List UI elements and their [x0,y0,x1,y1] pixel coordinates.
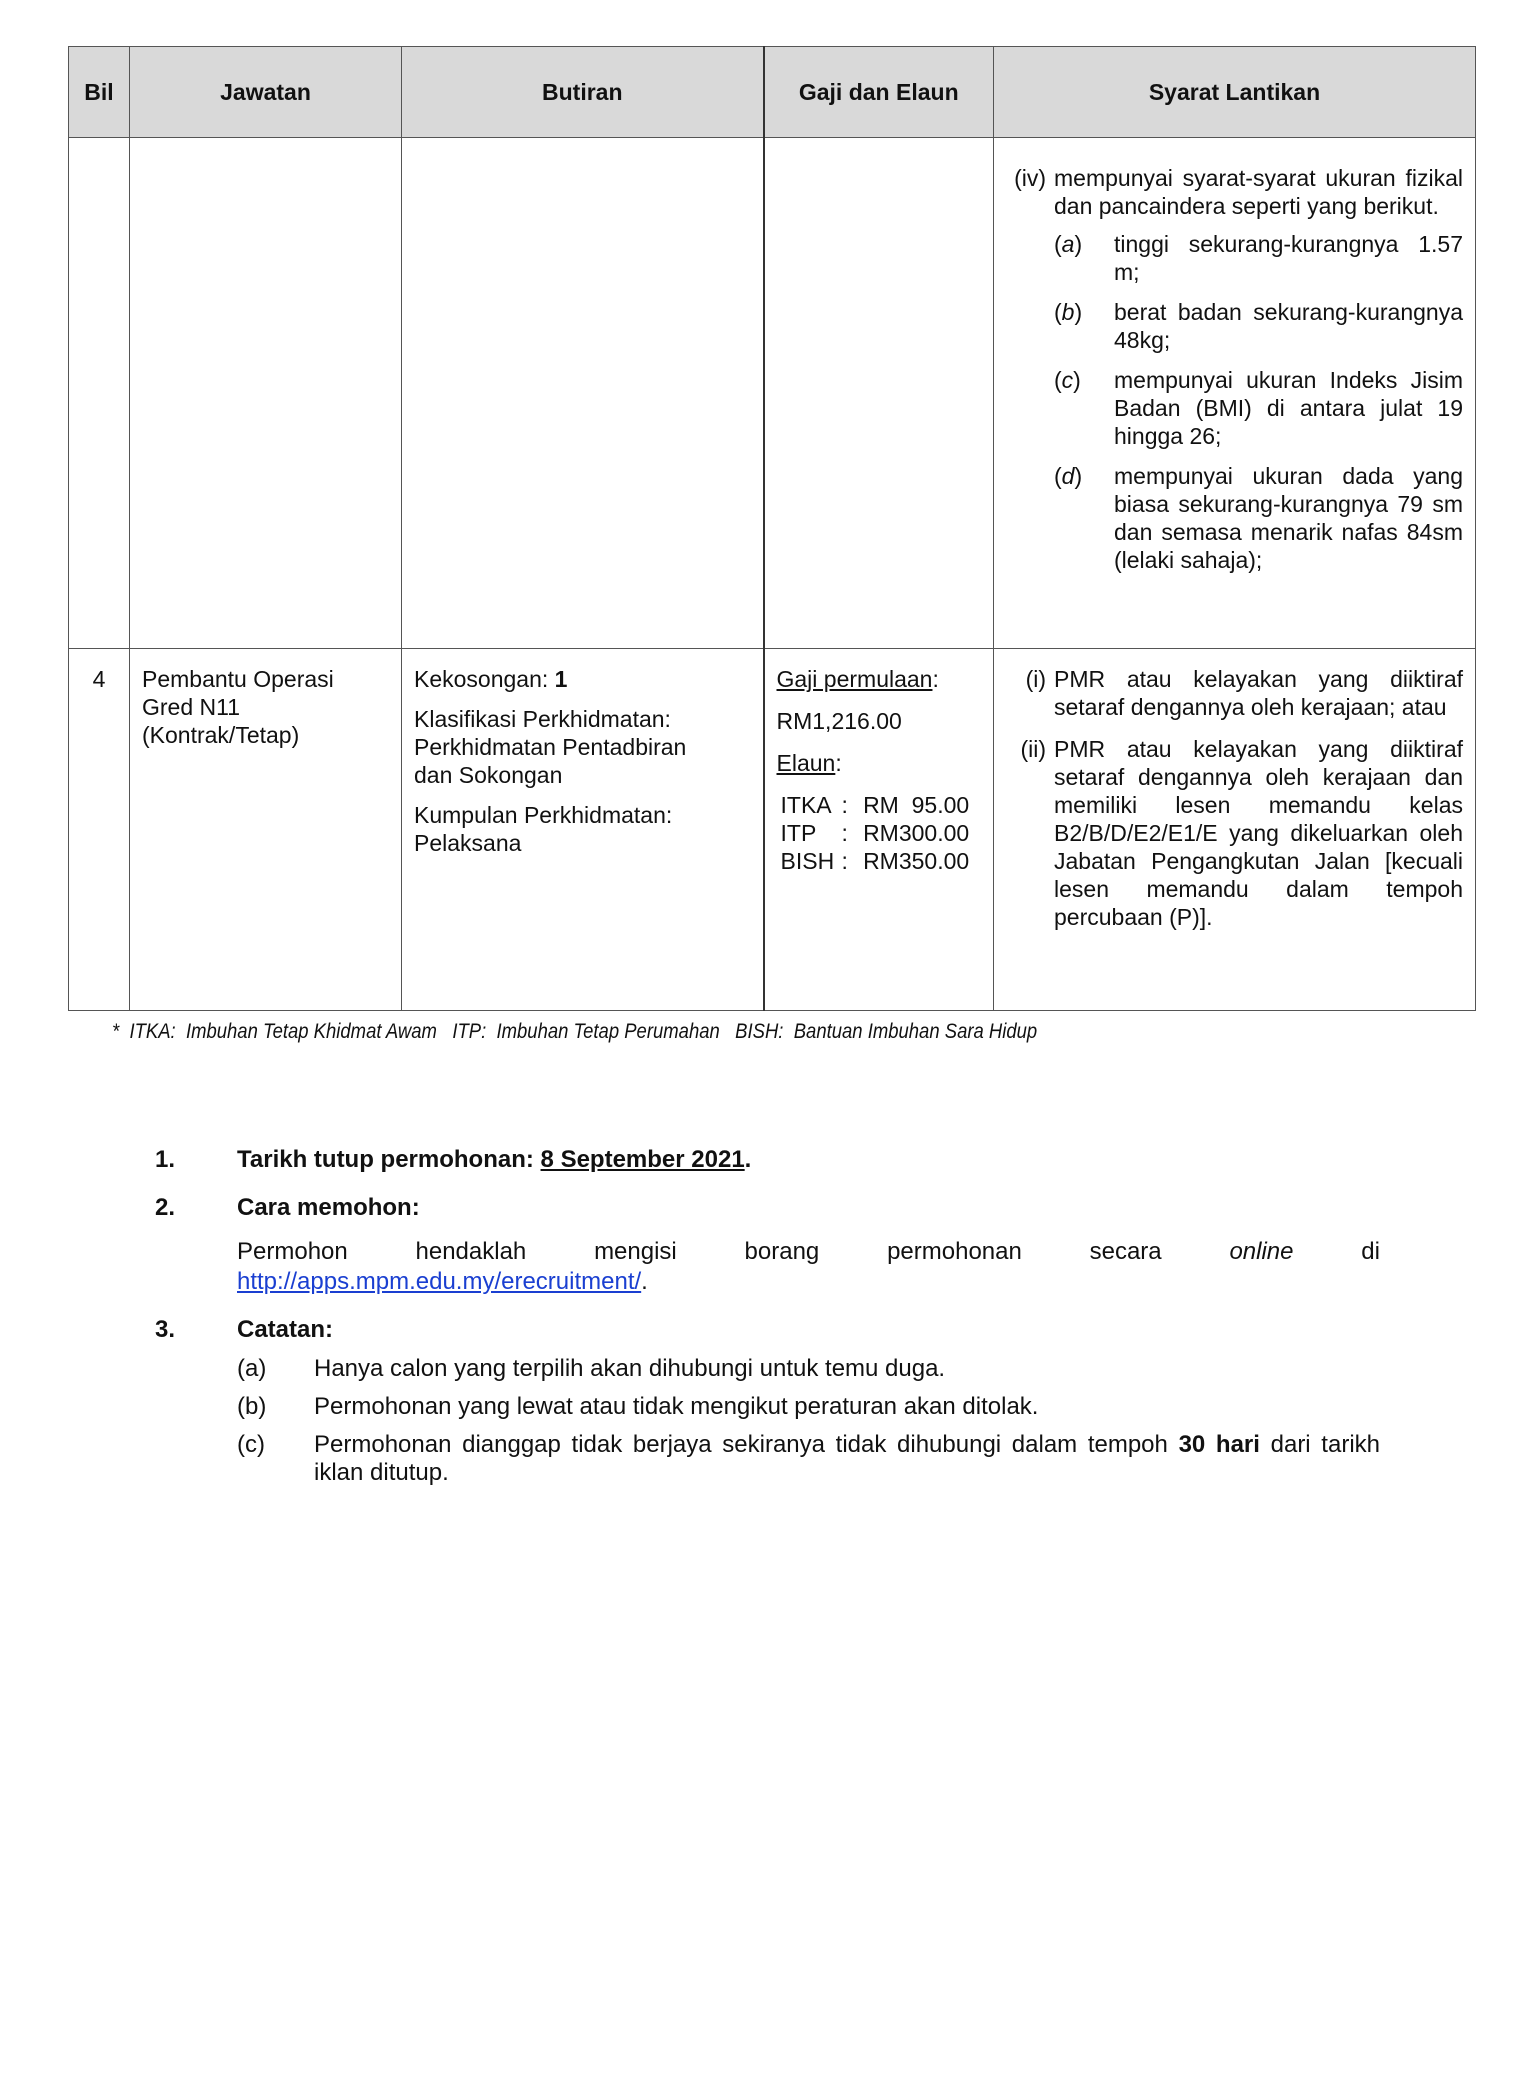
syarat-item-iv: (iv) mempunyai syarat-syarat ukuran fizikal dan pancaindera seperti yang berikut. [1014,165,1463,219]
kekosongan: Kekosongan: 1 [414,666,568,692]
cell-butiran-empty [402,138,764,649]
note-remarks: 3. Catatan: (a) Hanya calon yang terpilih akan dihubungi untuk temu duga. (b) Permohonan yang lewat atau tidak mengikut peraturan akan ditolak. (c) Permohonan dianggap tidak berjaya sekiranya tidak dihubungi dalam tempoh 30 hari dari tarikh iklan ditutup. [155,1316,1380,1486]
table-header-row [69,47,1476,138]
closing-date: 8 September 2021 [540,1146,745,1173]
table-row-continuation [69,138,1476,649]
gaji-permulaan-value: RM1,216.00 [776,708,902,734]
note-how-to-apply: 2. Cara memohon: Permohon hendaklah mengisi borang permohonan secara online di http://apps.mpm.edu.my/erecruitment/. [155,1194,1380,1295]
notes-section [155,1145,1380,1505]
note-closing-date: 1. Tarikh tutup permohonan: 8 September 2021. [155,1146,752,1173]
elaun-itp: ITP : RM300.00 [780,820,970,846]
cell-jawatan: Pembantu Operasi Gred N11 (Kontrak/Tetap) [130,649,402,1011]
kumpulan: Kumpulan Perkhidmatan: Pelaksana [414,802,673,856]
remark-b: (b) Permohonan yang lewat atau tidak mengikut peraturan akan ditolak. [237,1393,1039,1420]
header-bil: Bil [69,47,130,138]
table-footnote: * ITKA: Imbuhan Tetap Khidmat Awam ITP: Imbuhan Tetap Perumahan BISH: Bantuan Imbuhan Sara Hidup [112,1020,1038,1043]
header-syarat-lantikan: Syarat Lantikan [994,47,1476,138]
elaun-list [777,791,982,875]
cell-jawatan-empty [130,138,402,649]
header-jawatan: Jawatan [130,47,402,138]
syarat-subitem-b: (b) berat badan sekurang-kurangnya 48kg; [1054,299,1463,353]
gaji-permulaan-label: Gaji permulaan: [776,666,939,692]
elaun-label: Elaun: [776,750,842,776]
cell-bil: 4 [69,649,130,1011]
cell-syarat-lantikan [994,649,1476,1011]
header-gaji-elaun: Gaji dan Elaun [764,47,994,138]
elaun-itka: ITKA : RM 95.00 [780,792,970,818]
remark-a: (a) Hanya calon yang terpilih akan dihubungi untuk temu duga. [237,1355,946,1382]
syarat-subitem-d: (d) mempunyai ukuran dada yang biasa sekurang-kurangnya 79 sm dan semasa menarik nafas 84sm (lelaki sahaja); [1054,463,1463,573]
table-row-item-4 [69,649,1476,1011]
cell-butiran [402,649,764,1011]
cell-syarat-continuation [994,138,1476,649]
klasifikasi: Klasifikasi Perkhidmatan: Perkhidmatan Pentadbiran dan Sokongan [414,706,687,788]
erecruitment-link[interactable]: http://apps.mpm.edu.my/erecruitment/ [237,1268,642,1295]
job-vacancy-table [68,46,1476,1011]
syarat-subitem-c: (c) mempunyai ukuran Indeks Jisim Badan (BMI) di antara julat 19 hingga 26; [1054,367,1463,449]
apply-instruction: Permohon hendaklah mengisi borang permohonan secara online di [237,1238,1380,1265]
remark-c: (c) Permohonan dianggap tidak berjaya sekiranya tidak dihubungi dalam tempoh 30 hari dari tarikh iklan ditutup. [237,1431,1380,1486]
syarat-subitem-a: (a) tinggi sekurang-kurangnya 1.57 m; [1054,231,1463,285]
elaun-bish: BISH : RM350.00 [780,848,970,874]
syarat-item-ii: (ii) PMR atau kelayakan yang diiktiraf setaraf dengannya oleh kerajaan dan memiliki lesen memandu kelas B2/B/D/E2/E1/E yang dikeluarkan oleh Jabatan Pengangkutan Jalan [kecuali lesen memandu dalam tempoh percubaan (P)]. [1020,736,1463,930]
syarat-item-i: (i) PMR atau kelayakan yang diiktiraf setaraf dengannya oleh kerajaan; atau [1025,666,1463,720]
cell-gaji-elaun [764,649,994,1011]
header-butiran: Butiran [402,47,764,138]
cell-gaji-empty [764,138,994,649]
cell-bil-empty [69,138,130,649]
